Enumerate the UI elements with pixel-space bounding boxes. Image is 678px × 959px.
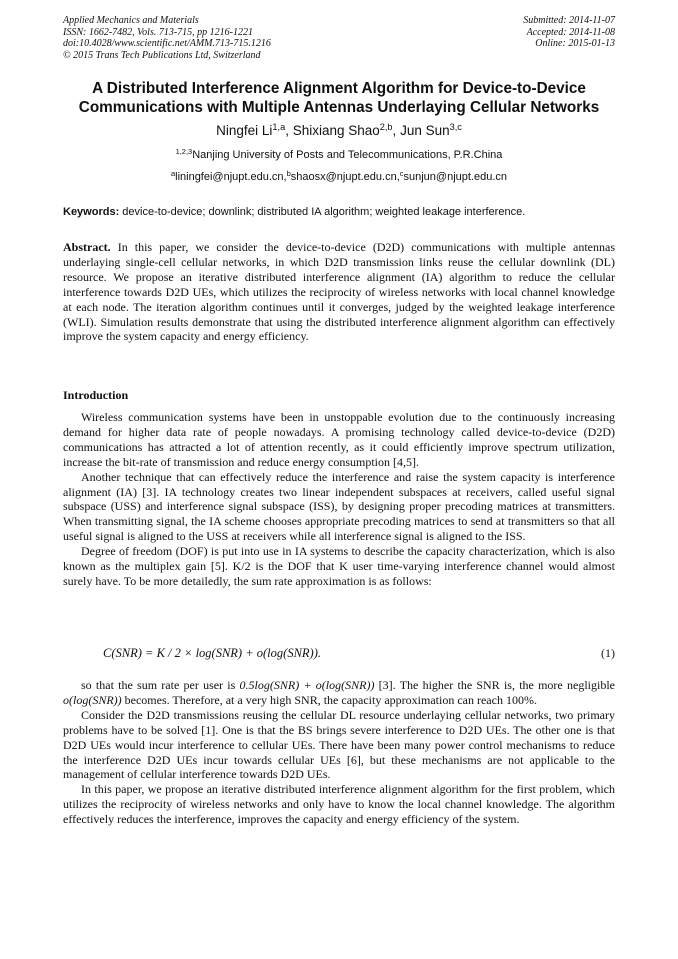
equation-number: (1) [601, 646, 615, 660]
journal-info [63, 15, 271, 61]
paragraph-text: becomes. Therefore, at a very high SNR, the capacity approximation can reach 100%. [121, 692, 537, 707]
author-name: Ningfei Li [216, 123, 273, 138]
email-sup: a [170, 168, 176, 178]
paragraph: Another technique that can effectively reduce the interference and raise the system capacity is interference alignment (IA) [3]. IA technology creates two linear independent subspaces at receivers, called useful signal subspace (USS) and interference signal subspace (ISS), by designing proper precoding matrices at transmitters. When transmitting signal, the IA scheme chooses appropriate precoding matrices to send at transmitters so that all useful signal is aligned to the USS at receivers while all interference signal is aligned to the ISS. [63, 469, 615, 544]
paragraph: Consider the D2D transmissions reusing the cellular DL resource underlaying cellular networks, two primary problems have to be solved [1]. One is that the BS brings severe interference to D2D UEs. The other one is that D2D UEs would incur interference to cellular UEs. There have been many power control mechanisms to reduce the interference D2D UEs incur towards cellular UEs [6], but these mechanisms are not applicable to the management of cellular interference towards D2D UEs. [63, 707, 615, 782]
email-link[interactable]: liningfei@njupt.edu.cn, [175, 171, 287, 183]
introduction-body-continued [63, 678, 615, 827]
keywords-label: Keywords: [63, 206, 120, 218]
section-heading: Introduction [63, 388, 129, 402]
paragraph: Degree of freedom (DOF) is put into use in IA systems to describe the capacity characterization, which is also known as the multiplex gain [5]. K/2 is the DOF that K user time-varying interference channel would almost surely have. To be more detailedly, the sum rate approximation is as follows: [63, 544, 615, 588]
paragraph-text: so that the sum rate per user is [81, 678, 240, 692]
keywords [63, 206, 615, 218]
equation: C(SNR) = K / 2 × log(SNR) + o(log(SNR)). [103, 646, 321, 660]
email-sup: c [399, 168, 404, 178]
affiliation [40, 146, 638, 161]
affiliation-text: Nanjing University of Posts and Telecommunications, P.R.China [192, 149, 503, 161]
paragraph: Wireless communication systems have been in unstoppable evolution due to the continuously increasing demand for higher data rate of people nowadays. A promising technology called device-to-device (D2D) communications has attracted a lot of attention recently, as it could efficiently improve spectrum utilization, increase the bit-rate of transmission and reduce energy consumption [4,5]. [63, 410, 615, 469]
abstract-text: In this paper, we consider the device-to-device (D2D) communications with multiple antennas underlaying single-cell cellular networks, in which D2D transmission links reuse the cellular downlink (DL) resource. We propose an iterative distributed interference alignment (IA) algorithm to reduce the cellular interference towards D2D UEs, which utilizes the reciprocity of wireless networks with local channel knowledge at each node. The iteration algorithm continues until it converges, judged by the weighted leakage interference (WLI). Simulation results demonstrate that using the distributed interference alignment algorithm can effectively improve the system capacity and energy efficiency. [63, 240, 615, 344]
email-sup: b [286, 168, 291, 178]
inline-math: 0.5log(SNR) + o(log(SNR)) [239, 678, 375, 692]
abstract [63, 240, 615, 344]
author-sup: 2,b [379, 121, 393, 132]
paper-title: A Distributed Interference Alignment Algorithm for Device-to-Device Communications with Multiple Antennas Underlaying Cellular Networks [78, 80, 600, 116]
paragraph: In this paper, we propose an iterative distributed interference alignment algorithm for the first problem, which utilizes the reciprocity of wireless networks and only have to know the local channel knowledge. The algorithm effectively reduces the interference, improves the capacity and energy efficiency of the system. [63, 782, 615, 827]
issn-line: ISSN: 1662-7482, Vols. 713-715, pp 1216-1221 [63, 26, 253, 38]
dates-info [523, 15, 615, 50]
keywords-text: device-to-device; downlink; distributed IA algorithm; weighted leakage interference. [119, 206, 526, 218]
doi-line: doi:10.4028/www.scientific.net/AMM.713-715.1216 [63, 38, 271, 50]
email-link[interactable]: sunjun@njupt.edu.cn [403, 171, 508, 183]
online-date: Online: 2015-01-13 [535, 38, 615, 50]
copyright-line: © 2015 Trans Tech Publications Ltd, Switzerland [63, 49, 261, 61]
author-sup: 3,c [449, 121, 462, 132]
email-link[interactable]: shaosx@njupt.edu.cn, [290, 171, 400, 183]
author-list [40, 123, 638, 138]
author-separator: , [392, 123, 401, 138]
affiliation-sup: 1,2,3 [175, 146, 193, 156]
introduction-body [63, 410, 615, 589]
inline-math: o(log(SNR)) [63, 692, 122, 707]
accepted-date: Accepted: 2014-11-08 [526, 26, 615, 38]
paragraph-text: [3]. The higher the SNR is, the more negligible [374, 678, 615, 692]
abstract-label: Abstract. [63, 240, 111, 254]
author-emails [40, 168, 638, 183]
paragraph [63, 678, 615, 708]
author-sup: 1,a [272, 121, 286, 132]
journal-name: Applied Mechanics and Materials [63, 15, 199, 26]
author-name: Shixiang Shao [292, 123, 380, 138]
author-name: Jun Sun [400, 123, 450, 138]
author-separator: , [285, 123, 293, 138]
submitted-date: Submitted: 2014-11-07 [523, 15, 615, 26]
